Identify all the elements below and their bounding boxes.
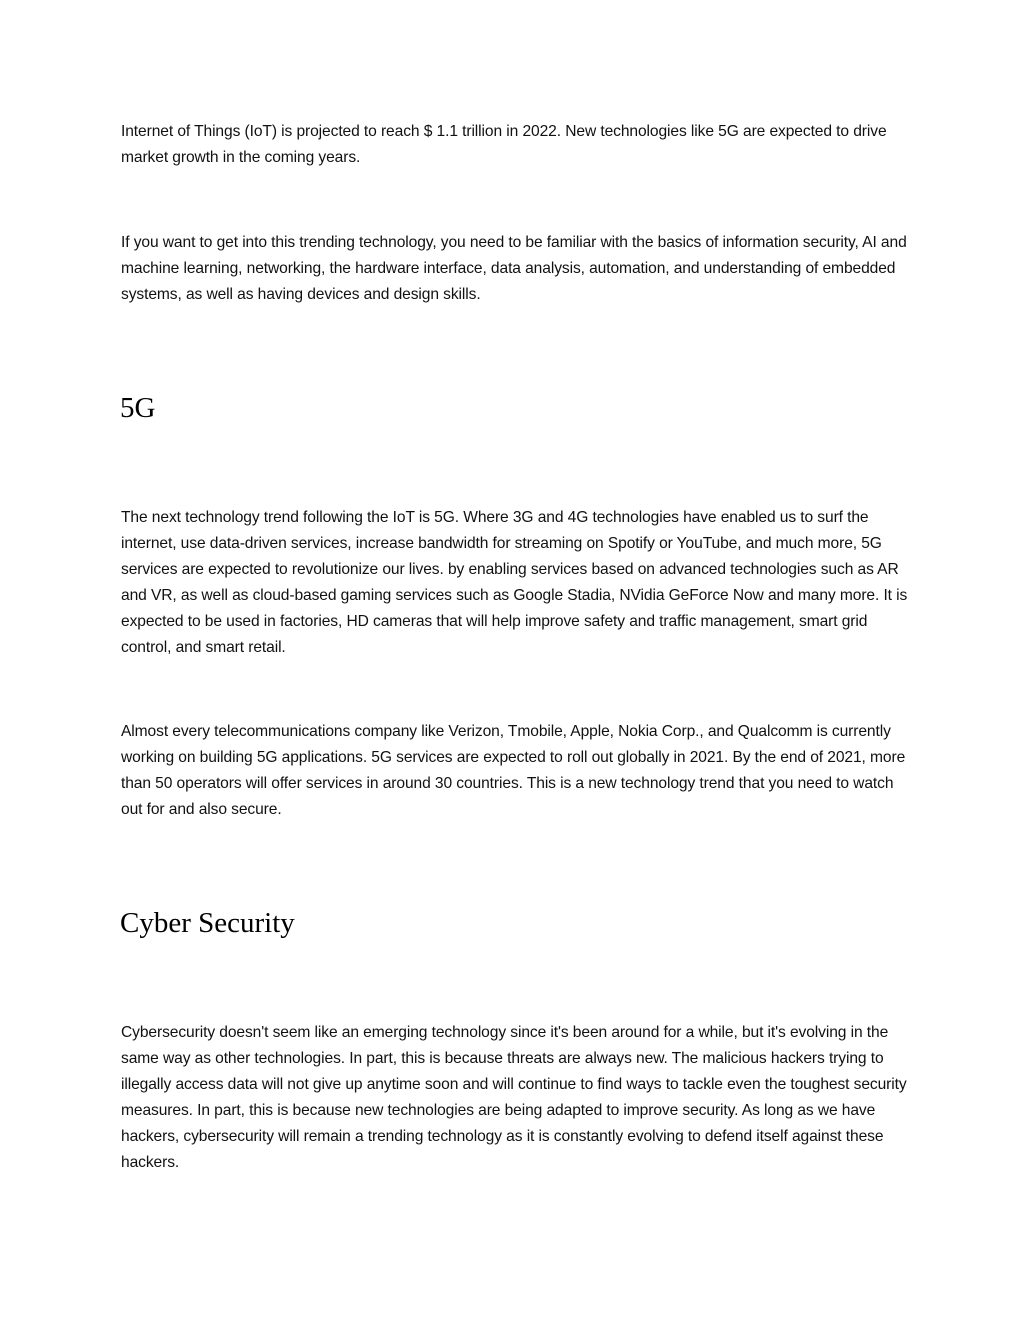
paragraph-cybersecurity: Cybersecurity doesn't seem like an emerging technology since it's been around for a while, but it's evolving in the same way as other technologies. In part, this is because threats are always new. The malicious hackers trying to illegally access data will not give up anytime soon and will continue to find ways to tackle even the toughest security measures. In part, this is because new technologies are being adapted to improve security. As long as we have hackers, cybersecurity will remain a trending technology as it is constantly evolving to defend itself against these hackers. (121, 1024, 907, 1171)
intro-paragraph-iot-skills: If you want to get into this trending technology, you need to be familiar with the basics of information security, AI and machine learning, networking, the hardware interface, data analysis, automation, and understanding of embedded systems, as well as having devices and design skills. (121, 234, 907, 303)
section-heading-cyber-security: Cyber Security (120, 907, 295, 939)
intro-paragraph-iot-market: Internet of Things (IoT) is projected to reach $ 1.1 trillion in 2022. New technologies like 5G are expected to drive market growth in the coming years. (121, 123, 887, 166)
paragraph-5g-companies: Almost every telecommunications company like Verizon, Tmobile, Apple, Nokia Corp., and Qualcomm is currently working on building 5G applications. 5G services are expected to roll out globally in 2021. By the end of 2021, more than 50 operators will offer services in around 30 countries. This is a new technology trend that you need to watch out for and also secure. (121, 723, 906, 818)
section-heading-5g: 5G (120, 392, 156, 424)
paragraph-5g-trend: The next technology trend following the IoT is 5G. Where 3G and 4G technologies have enabled us to surf the internet, use data-driven services, increase bandwidth for streaming on Spotify or YouTube, and much more, 5G services are expected to revolutionize our lives. by enabling services based on advanced technologies such as AR and VR, as well as cloud-based gaming services such as Google Stadia, NVidia GeForce Now and many more. It is expected to be used in factories, HD cameras that will help improve safety and traffic management, smart grid control, and smart retail. (121, 509, 908, 656)
